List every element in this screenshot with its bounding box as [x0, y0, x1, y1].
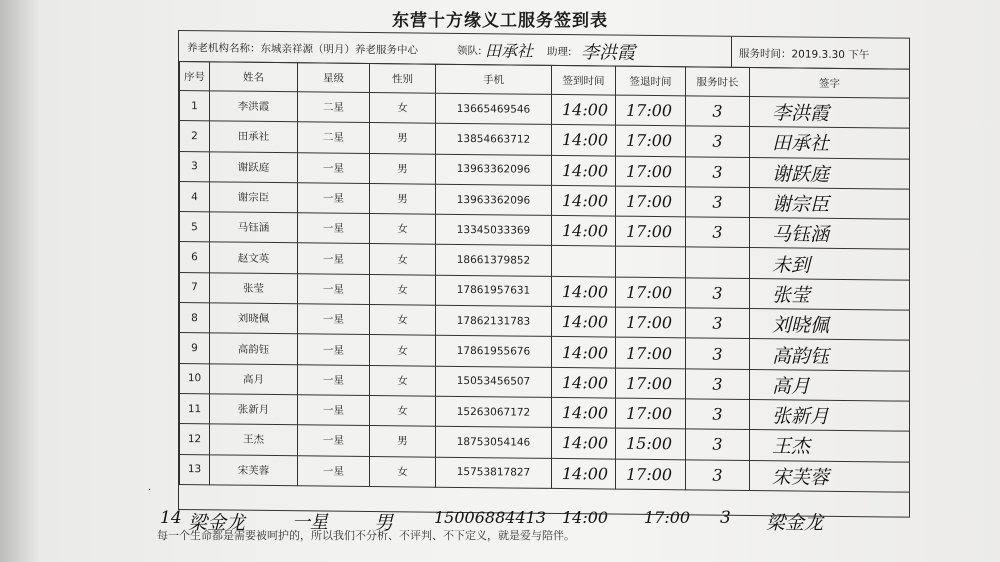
name-cell: 谢宗臣	[210, 182, 298, 213]
phone-cell: 15753817827	[436, 457, 552, 489]
table-body	[180, 91, 910, 493]
signature-cell: 谢宗臣	[750, 187, 910, 219]
checkin-cell: 14:00	[552, 397, 616, 428]
name-cell: 刘晓佩	[210, 303, 298, 334]
phone-cell: 18753054146	[436, 426, 552, 458]
seq-cell: 11	[180, 393, 210, 424]
duration-cell: 3	[686, 368, 750, 399]
star-cell: 一星	[298, 334, 370, 365]
photo-shadow	[0, 0, 40, 562]
gender-cell: 女	[370, 456, 436, 487]
checkout-cell: 17:00	[616, 337, 686, 368]
name-cell: 宋芙蓉	[210, 454, 298, 485]
star-cell: 一星	[298, 304, 370, 335]
checkin-cell: 14:00	[552, 337, 616, 368]
service-time: 服务时间：2019.3.30 下午	[739, 47, 870, 62]
signature-cell: 谢跃庭	[750, 157, 910, 189]
name-cell: 田承社	[210, 121, 298, 152]
phone-cell: 13665469546	[436, 93, 552, 125]
star-cell: 二星	[298, 122, 370, 153]
col-header: 序号	[180, 62, 210, 91]
seq-cell: 5	[180, 212, 210, 243]
checkout-cell	[616, 247, 686, 278]
name-cell: 张新月	[210, 394, 298, 425]
gender-cell: 女	[370, 395, 436, 426]
checkout-cell: 17:00	[616, 277, 686, 308]
checkin-cell: 14:00	[552, 306, 616, 337]
seq-cell: 10	[180, 363, 210, 394]
table-row	[180, 454, 910, 492]
gender-cell: 女	[370, 214, 436, 245]
duration-cell: 3	[686, 459, 750, 490]
phone-cell: 17861957631	[436, 275, 552, 307]
signature-cell: 宋芙蓉	[750, 460, 910, 492]
extra-name: 梁金龙	[188, 512, 246, 534]
checkout-cell: 17:00	[616, 156, 686, 187]
gender-cell: 女	[370, 365, 436, 396]
col-header: 签到时间	[552, 65, 616, 95]
name-cell: 高韵钰	[210, 333, 298, 364]
checkout-cell: 17:00	[616, 459, 686, 490]
gender-cell: 男	[370, 123, 436, 154]
signature-cell: 马钰涵	[750, 218, 910, 250]
footer-motto: 每一个生命都是需要被呵护的，所以我们不分析、不评判、不下定义，就是爱与陪伴。	[157, 529, 575, 542]
checkin-cell: 14:00	[552, 216, 616, 247]
seq-cell: 4	[180, 181, 210, 212]
extra-phone: 15006884413	[434, 508, 546, 527]
star-cell: 一星	[298, 274, 370, 305]
checkin-cell: 14:00	[552, 367, 616, 398]
phone-cell: 13345033369	[436, 214, 552, 246]
duration-cell: 3	[686, 399, 750, 430]
star-cell: 一星	[298, 395, 370, 426]
org-name: 养老机构名称：东城亲祥源（明月）养老服务中心	[187, 42, 418, 57]
gender-cell: 男	[370, 426, 436, 457]
seq-cell: 8	[180, 303, 210, 334]
leader-signature: 田承社	[485, 41, 534, 61]
phone-cell: 13963362096	[436, 154, 552, 186]
phone-cell: 13854663712	[436, 123, 552, 155]
star-cell: 二星	[298, 92, 370, 123]
name-cell: 王杰	[210, 424, 298, 455]
signature-cell: 高月	[750, 369, 910, 401]
seq-cell: 9	[180, 333, 210, 364]
seq-cell: 13	[180, 454, 210, 485]
signature-cell: 张莹	[750, 278, 910, 310]
checkout-cell: 17:00	[616, 398, 686, 429]
sheet-title: 东营十方缘义工服务签到表	[392, 11, 608, 31]
gender-cell: 女	[370, 93, 436, 124]
checkout-cell: 17:00	[616, 368, 686, 399]
checkout-cell: 17:00	[616, 95, 686, 126]
checkin-cell: 14:00	[552, 185, 616, 216]
star-cell: 一星	[298, 183, 370, 214]
checkin-cell: 14:00	[552, 125, 616, 156]
extra-star: 一星	[292, 512, 328, 533]
extra-in: 14:00	[562, 508, 609, 527]
signature-cell: 张新月	[750, 399, 910, 431]
gender-cell: 女	[370, 305, 436, 336]
name-cell: 张莹	[210, 273, 298, 304]
phone-cell: 15053456507	[436, 366, 552, 398]
seq-cell: 3	[180, 151, 210, 182]
signature-cell: 刘晓佩	[750, 309, 910, 341]
star-cell: 一星	[298, 213, 370, 244]
checkin-cell: 14:00	[552, 155, 616, 186]
checkout-cell: 17:00	[616, 125, 686, 156]
signature-cell: 未到	[750, 248, 910, 280]
checkin-cell: 14:00	[552, 428, 616, 459]
seq-cell: 7	[180, 272, 210, 303]
duration-cell: 3	[686, 429, 750, 460]
duration-cell: 3	[686, 96, 750, 127]
phone-cell: 17861955676	[436, 336, 552, 368]
name-cell: 李洪霞	[210, 91, 298, 122]
extra-duration: 3	[720, 508, 731, 528]
signature-cell: 田承社	[750, 127, 910, 159]
gender-cell: 女	[370, 335, 436, 366]
duration-cell	[686, 247, 750, 278]
seq-cell: 2	[180, 121, 210, 152]
phone-cell: 17862131783	[436, 305, 552, 337]
seq-cell: 6	[180, 242, 210, 273]
phone-cell: 15263067172	[436, 396, 552, 428]
extra-no: 14	[160, 508, 182, 528]
gender-cell: 女	[370, 274, 436, 305]
col-header: 手机	[436, 64, 552, 94]
info-divider	[731, 37, 732, 67]
checkout-cell: 17:00	[616, 307, 686, 338]
signature-cell: 高韵钰	[750, 339, 910, 371]
duration-cell: 3	[686, 338, 750, 369]
star-cell: 一星	[298, 425, 370, 456]
star-cell: 一星	[298, 243, 370, 274]
signature-cell: 王杰	[750, 430, 910, 462]
duration-cell: 3	[686, 278, 750, 309]
assistant-label: 助理:	[547, 45, 572, 59]
duration-cell: 3	[686, 308, 750, 339]
duration-cell: 3	[686, 217, 750, 248]
assistant-signature: 李洪霞	[581, 42, 635, 64]
col-header: 签字	[750, 67, 910, 98]
col-header: 星级	[298, 63, 370, 93]
checkout-cell: 17:00	[616, 216, 686, 247]
checkout-cell: 15:00	[616, 428, 686, 459]
checkin-cell: 14:00	[552, 276, 616, 307]
name-cell: 谢跃庭	[210, 151, 298, 182]
margin-mark: ·	[148, 485, 152, 496]
extra-signature: 梁金龙	[766, 512, 824, 534]
col-header: 签退时间	[616, 66, 686, 96]
col-header: 姓名	[210, 62, 298, 92]
seq-cell: 1	[180, 91, 210, 122]
gender-cell: 男	[370, 183, 436, 214]
name-cell: 赵文英	[210, 242, 298, 273]
duration-cell: 3	[686, 187, 750, 218]
volunteer-table	[179, 61, 910, 493]
gender-cell: 男	[370, 153, 436, 184]
checkin-cell	[552, 246, 616, 277]
extra-out: 17:00	[644, 508, 691, 527]
phone-cell: 18661379852	[436, 245, 552, 277]
extra-gender: 男	[374, 512, 394, 534]
checkin-cell: 14:00	[552, 458, 616, 489]
phone-cell: 13963362096	[436, 184, 552, 216]
signin-form	[178, 30, 910, 518]
name-cell: 马钰涵	[210, 212, 298, 243]
leader-label: 领队:	[457, 44, 482, 58]
star-cell: 一星	[298, 364, 370, 395]
col-header: 性别	[370, 64, 436, 94]
duration-cell: 3	[686, 126, 750, 157]
star-cell: 一星	[298, 455, 370, 486]
duration-cell: 3	[686, 156, 750, 187]
signature-cell: 李洪霞	[750, 96, 910, 128]
col-header: 服务时长	[686, 67, 750, 97]
name-cell: 高月	[210, 364, 298, 395]
seq-cell: 12	[180, 424, 210, 455]
gender-cell: 女	[370, 244, 436, 275]
checkout-cell: 17:00	[616, 186, 686, 217]
checkin-cell: 14:00	[552, 94, 616, 125]
star-cell: 一星	[298, 152, 370, 183]
